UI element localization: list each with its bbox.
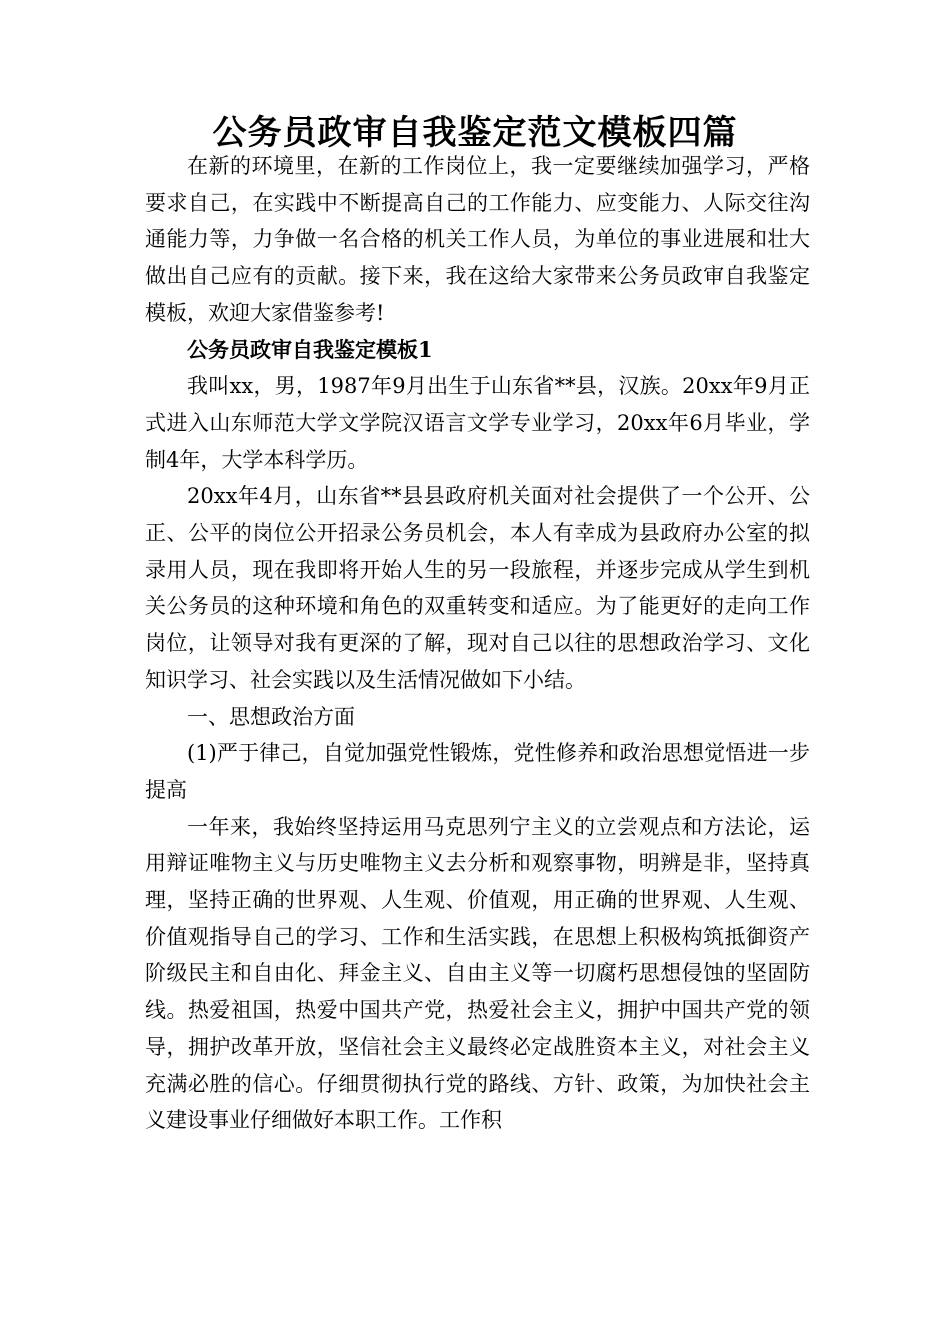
section-heading-template-1: 公务员政审自我鉴定模板1	[187, 336, 433, 362]
document-body	[145, 148, 810, 1139]
document-title: 公务员政审自我鉴定范文模板四篇	[212, 113, 738, 153]
subheading-political-thought: 一、思想政治方面	[187, 704, 355, 729]
political-thought-paragraph: 一年来，我始终坚持运用马克思列宁主义的立尝观点和方法论，运用辩证唯物主义与历史唯物主义去分析和观察事物，明辨是非，坚持真理，坚持正确的世界观、人生观、价值观，用正确的世界观、人生观、价值观指导自己的学习、工作和生活实践，在思想上积极构筑抵御资产阶级民主和自由化、拜金主义、自由主义等一切腐朽思想侵蚀的坚固防线。热爱祖国，热爱中国共产党，热爱社会主义，拥护中国共产党的领导，拥护改革开放，坚信社会主义最终必定战胜资本主义，对社会主义充满必胜的信心。仔细贯彻执行党的路线、方针、政策，为加快社会主义建设事业仔细做好本职工作。工作积	[145, 814, 810, 1133]
intro-paragraph: 在新的环境里，在新的工作岗位上，我一定要继续加强学习，严格要求自己，在实践中不断提高自己的工作能力、应变能力、人际交往沟通能力等，力争做一名合格的机关工作人员，为单位的事业进展和壮大做出自己应有的贡献。接下来，我在这给大家带来公务员政审自我鉴定模板，欢迎大家借鉴参考!	[145, 154, 810, 325]
recruitment-paragraph: 20xx年4月，山东省**县县政府机关面对社会提供了一个公开、公正、公平的岗位公开招录公务员机会，本人有幸成为县政府办公室的拟录用人员，现在我即将开始人生的另一段旅程，并逐步完成从学生到机关公务员的这种环境和角色的双重转变和适应。为了能更好的走向工作岗位，让领导对我有更深的了解，现对自己以往的思想政治学习、文化知识学习、社会实践以及生活情况做如下小结。	[145, 484, 810, 692]
subheading-item-1: (1)严于律己，自觉加强党性锻炼，党性修养和政治思想觉悟进一步提高	[145, 741, 810, 802]
personal-info-paragraph: 我叫xx，男，1987年9月出生于山东省**县，汉族。20xx年9月正式进入山东师范大学文学院汉语言文学专业学习，20xx年6月毕业，学制4年，大学本科学历。	[145, 374, 810, 472]
